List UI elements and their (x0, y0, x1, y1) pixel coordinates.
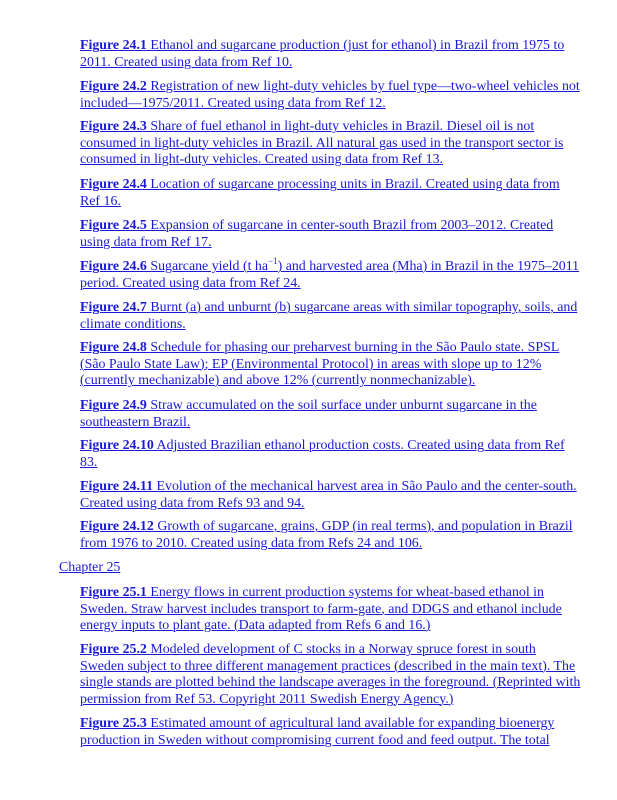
figure-label: Figure 24.10 (80, 438, 154, 453)
figure-link-25-1[interactable] (80, 585, 582, 635)
figure-caption: Location of sugarcane processing units in Brazil. Created using data from Ref 16. (80, 177, 560, 209)
figure-link-24-2[interactable] (80, 79, 582, 112)
figure-link-24-5[interactable] (80, 218, 582, 251)
figure-caption-end: ) and harvested area (Mha) in Brazil in the 1975–2011 period. Created using data from Ref 24. (80, 259, 580, 291)
figure-link-24-12[interactable] (80, 519, 582, 552)
figure-caption-superscript: −1 (268, 256, 278, 266)
figure-label: Figure 24.2 (80, 79, 147, 94)
figure-label: Figure 24.9 (80, 398, 147, 413)
figure-link-25-3[interactable] (80, 716, 582, 749)
figure-link-24-3[interactable] (80, 119, 582, 169)
figure-label: Figure 24.3 (80, 119, 147, 134)
figure-caption: Growth of sugarcane, grains, GDP (in real terms), and population in Brazil from 1976 to 2010. Created using data from Refs 24 and 106. (80, 519, 573, 551)
figure-caption: Evolution of the mechanical harvest area in São Paulo and the center-south. Created using data from Refs 93 and 94. (80, 479, 577, 511)
figure-link-24-8[interactable] (80, 340, 582, 390)
figure-label: Figure 24.5 (80, 218, 147, 233)
figure-caption: Energy flows in current production systems for wheat-based ethanol in Sweden. Straw harvest includes transport to farm-gate, and DDGS and ethanol include energy inputs to plant gate. (Data adapted from Refs 6 and 16.) (80, 585, 562, 633)
figure-label: Figure 25.2 (80, 642, 147, 657)
figure-label: Figure 24.7 (80, 300, 147, 315)
figure-link-24-10[interactable] (80, 438, 582, 471)
chapter-25-link[interactable]: Chapter 25 (59, 560, 121, 575)
figure-link-24-7[interactable] (80, 300, 582, 333)
figure-link-24-9[interactable] (80, 398, 582, 431)
figure-caption: Burnt (a) and unburnt (b) sugarcane areas with similar topography, soils, and climate conditions. (80, 300, 578, 332)
figure-label: Figure 24.6 (80, 259, 147, 274)
figure-caption: Share of fuel ethanol in light-duty vehicles in Brazil. Diesel oil is not consumed in light-duty vehicles in Brazil. All natural gas used in the transport sector is consumed in light-duty vehicles. Created using data from Ref 13. (80, 119, 564, 167)
figure-label: Figure 24.11 (80, 479, 154, 494)
figure-label: Figure 25.1 (80, 585, 147, 600)
figure-caption: Ethanol and sugarcane production (just for ethanol) in Brazil from 1975 to 2011. Created using data from Ref 10. (80, 38, 565, 70)
figure-caption: Schedule for phasing our preharvest burning in the São Paulo state. SPSL (São Paulo State Law); EP (Environmental Protocol) in areas with slope up to 12% (currently mechanizable) and above 12% (currently nonmechanizable). (80, 340, 560, 388)
figure-caption: Modeled development of C stocks in a Norway spruce forest in south Sweden subject to three different management practices (described in the main text). The single stands are plotted behind the landscape averages in the foreground. (Reprinted with permission from Ref 53. Copyright 2011 Swedish Energy Agency.) (80, 642, 581, 707)
figure-link-24-6[interactable] (80, 256, 582, 292)
figure-caption: Adjusted Brazilian ethanol production costs. Created using data from Ref 83. (80, 438, 565, 470)
figure-link-24-11[interactable] (80, 479, 582, 512)
figure-link-24-4[interactable] (80, 177, 582, 210)
figure-label: Figure 24.12 (80, 519, 154, 534)
figure-caption: Registration of new light-duty vehicles by fuel type—two-wheel vehicles not included—1975/2011. Created using data from Ref 12. (80, 79, 580, 111)
figure-label: Figure 24.1 (80, 38, 147, 53)
figure-caption: Expansion of sugarcane in center-south Brazil from 2003–2012. Created using data from Ref 17. (80, 218, 554, 250)
figure-caption: Straw accumulated on the soil surface under unburnt sugarcane in the southeastern Brazil. (80, 398, 537, 430)
figure-label: Figure 25.3 (80, 716, 147, 731)
figure-caption-start: Sugarcane yield (t ha (150, 259, 269, 274)
figure-caption: Estimated amount of agricultural land available for expanding bioenergy production in Sweden without compromising current food and feed output. The total (80, 716, 555, 748)
figure-link-24-1[interactable] (80, 38, 582, 71)
figure-label: Figure 24.4 (80, 177, 147, 192)
figure-link-25-2[interactable] (80, 642, 582, 708)
figure-label: Figure 24.8 (80, 340, 147, 355)
